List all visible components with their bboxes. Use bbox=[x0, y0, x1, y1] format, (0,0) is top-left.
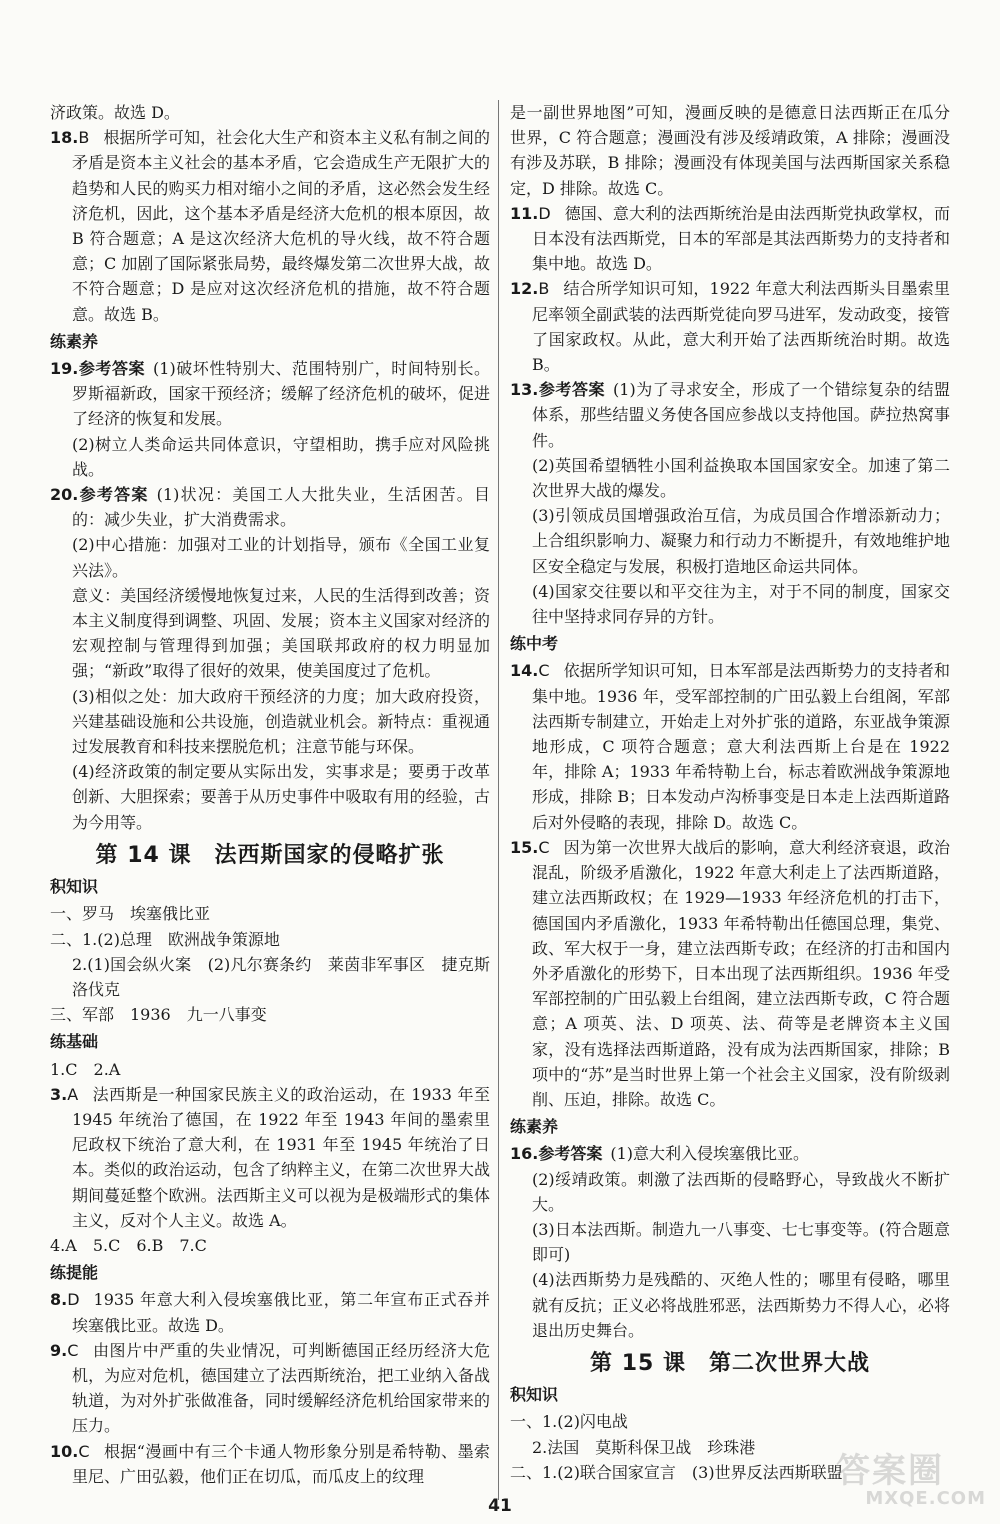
answer-subpart: 2.(1)国会纵火案 (2)凡尔赛条约 莱茵非军事区 捷克斯洛伐克 bbox=[72, 954, 490, 999]
answer-choice: C bbox=[67, 1340, 79, 1360]
answer-subpart: (2)树立人类命运共同体意识，守望相助，携手应对风险挑战。 bbox=[72, 434, 490, 479]
answer-text: (1)意大利入侵埃塞俄比亚。 bbox=[610, 1144, 810, 1164]
reference-answer-item bbox=[510, 1141, 950, 1166]
right-column bbox=[510, 100, 950, 1485]
answer-text: (1)破坏性特别大、范围特别广，时间特别长。罗斯福新政，国家干预经济；缓解了经济危机的破坏，促进了经济的恢复和发展。 bbox=[72, 359, 490, 429]
answer-line: 一、1.(2)闪电战 bbox=[510, 1412, 628, 1432]
question-number: 11. bbox=[510, 203, 539, 223]
answer-explanation: 根据“漫画中有三个卡通人物形象分别是希特勒、墨索里尼、广田弘毅，他们正在切瓜，而瓜皮上的纹理 bbox=[72, 1441, 490, 1486]
answer-line: 4.A 5.C 6.B 7.C bbox=[50, 1235, 207, 1255]
answer-item bbox=[50, 125, 490, 327]
answer-explanation: 由图片中严重的失业情况，可判断德国正经历经济大危机，为应对危机，德国建立了法西斯统治，把工业纳入备战轨道，为对外扩张做准备，同时缓解经济危机给国家带来的压力。 bbox=[72, 1340, 490, 1436]
answer-subpart: 2.法国 莫斯科保卫战 珍珠港 bbox=[532, 1437, 756, 1457]
answer-text: (1)为了寻求安全，形成了一个错综复杂的结盟体系，那些结盟义务使各国应参战以支持他国。萨拉热窝事件。 bbox=[532, 380, 950, 450]
answer-choice: B bbox=[538, 279, 550, 299]
answer-choice: C bbox=[538, 837, 550, 857]
answer-choice: C bbox=[78, 1441, 90, 1461]
question-number: 12. bbox=[510, 279, 539, 299]
question-number: 13. bbox=[510, 380, 539, 400]
question-number: 19. bbox=[50, 359, 79, 379]
answer-line: 二、1.(2)联合国家宣言 (3)世界反法西斯联盟 bbox=[510, 1462, 843, 1482]
answer-subpart: (4)国家交往要以和平交往为主，对于不同的制度，国家交往中坚持求同存异的方针。 bbox=[532, 581, 950, 627]
answer-choice: D bbox=[538, 203, 551, 223]
section-heading: 练中考 bbox=[510, 634, 559, 654]
answer-choice: C bbox=[538, 661, 550, 681]
answer-item bbox=[510, 201, 950, 277]
answer-line: 一、罗马 埃塞俄比亚 bbox=[50, 904, 211, 924]
reference-answer-label: 参考答案 bbox=[538, 1144, 603, 1164]
answer-item bbox=[510, 276, 950, 377]
answer-line: 1.C 2.A bbox=[50, 1059, 121, 1079]
answer-explanation: 德国、意大利的法西斯统治是由法西斯党执政掌权，而日本没有法西斯党，日本的军部是其法西斯势力的支持者和集中地。故选 D。 bbox=[532, 203, 950, 274]
answer-explanation: 因为第一次世界大战后的影响，意大利经济衰退，政治混乱，阶级矛盾激化，1922 年意大利走上了法西斯道路，建立法西斯政权；在 1929—1933 年经济危机的打击下，德国国内矛盾激化，1933 年希特勒出任德国总理，集党、政、军大权于一身，建立法西斯专政；在经济的打击和国内外矛盾激化的形势下，日本出现了法西斯组织。1936 年受军部控制的广田弘毅上台组阁，建立法西斯专政，C 符合题意；A 项英、法、D 项英、法、荷等是老牌资本主义国家，没有选择法西斯道路，没有成为法西斯国家，排除；B 项中的“苏”是当时世界上第一个社会主义国家，没有阶级剥削、压迫，排除。故选 C。 bbox=[532, 837, 950, 1109]
answer-text: (1)状况：美国工人大批失业，生活困苦。目的：减少失业，扩大消费需求。 bbox=[72, 485, 490, 530]
answer-subpart: (4)法西斯势力是残酷的、灭绝人性的；哪里有侵略，哪里就有反抗；正义必将战胜邪恶，法西斯势力不得人心，必将退出历史舞台。 bbox=[532, 1270, 950, 1340]
watermark-logo bbox=[836, 1451, 986, 1510]
section-heading: 练基础 bbox=[50, 1032, 99, 1052]
lesson-title: 第 14 课 法西斯国家的侵略扩张 bbox=[95, 842, 445, 868]
answer-choice: A bbox=[67, 1084, 79, 1104]
reference-answer-label: 参考答案 bbox=[78, 485, 149, 505]
question-number: 15. bbox=[510, 837, 539, 857]
answer-line: 二、1.(2)总理 欧洲战争策源地 bbox=[50, 929, 280, 949]
section-heading: 积知识 bbox=[510, 1385, 559, 1405]
answer-item bbox=[50, 1439, 490, 1489]
reference-answer-item bbox=[50, 482, 490, 532]
answer-explanation: 结合所学知识可知，1922 年意大利法西斯头目墨索里尼率领全副武装的法西斯党徒向罗马进军，发动政变，接管了国家政权。从此，意大利开始了法西斯统治时期。故选 B。 bbox=[532, 279, 950, 375]
question-number: 16. bbox=[510, 1144, 539, 1164]
question-number: 9. bbox=[50, 1340, 68, 1360]
watermark-url: MXQE.COM bbox=[865, 1488, 986, 1509]
question-number: 18. bbox=[50, 128, 79, 148]
answer-choice: D bbox=[67, 1290, 80, 1310]
answer-item bbox=[50, 1287, 490, 1337]
section-heading: 积知识 bbox=[50, 877, 99, 897]
answer-item bbox=[50, 1082, 490, 1233]
question-number: 8. bbox=[50, 1290, 68, 1310]
answer-subpart: (3)相似之处：加大政府干预经济的力度；加大政府投资，兴建基础设施和公共设施，创造就业机会。新特点：重视通过发展教育和科技来摆脱危机；注意节能与环保。 bbox=[72, 686, 490, 757]
question-number: 3. bbox=[50, 1084, 68, 1104]
section-heading: 练提能 bbox=[50, 1263, 99, 1283]
answer-subpart: 意义：美国经济缓慢地恢复过来，人民的生活得到改善；资本主义制度得到调整、巩固、发展；资本主义国家对经济的宏观控制与管理得到加强；美国联邦政府的权力明显加强；“新政”取得了很好的效果，使美国度过了危机。 bbox=[72, 585, 490, 681]
answer-choice: B bbox=[78, 128, 90, 148]
answer-subpart: (3)引领成员国增强政治互信，为成员国合作增添新动力；上合组织影响力、凝聚力和行动力不断提升，有效地维护地区安全稳定与发展，积极打造地区命运共同体。 bbox=[532, 506, 950, 576]
lesson-title: 第 15 课 第二次世界大战 bbox=[590, 1350, 870, 1376]
answer-explanation: 依据所学知识可知，日本军部是法西斯势力的支持者和集中地。1936 年，受军部控制的广田弘毅上台组阁，军部法西斯专制建立，开始走上对外扩张的道路，东亚战争策源地形成，C 项符合题意；意大利法西斯上台是在 1922 年，排除 A；1933 年希特勒上台，标志着欧洲战争策源地形成，排除 B；日本发动卢沟桥事变是日本走上法西斯道路后对外侵略的表现，排除 D。故选 C。 bbox=[532, 661, 950, 832]
answer-item bbox=[50, 1338, 490, 1439]
question-number: 20. bbox=[50, 485, 79, 505]
answer-explanation: 法西斯是一种国家民族主义的政治运动，在 1933 年至 1945 年统治了德国，在 1922 年至 1943 年间的墨索里尼政权下统治了意大利，在 1931 年至 1945 年统治了日本。类似的政治运动，包含了纳粹主义，在第二次世界大战期间蔓延整个欧洲。法西斯主义可以视为是极端形式的集体主义，反对个人主义。故选 A。 bbox=[72, 1084, 490, 1230]
reference-answer-label: 参考答案 bbox=[78, 359, 146, 379]
answer-subpart: (2)中心措施：加强对工业的计划指导，颁布《全国工业复兴法》。 bbox=[72, 535, 490, 580]
answer-explanation: 根据所学可知，社会化大生产和资本主义私有制之间的矛盾是资本主义社会的基本矛盾，它会造成生产无限扩大的趋势和人民的购买力相对缩小之间的矛盾，这必然会发生经济危机，因此，这个基本矛盾是经济大危机的根本原因，故 B 符合题意；A 是这次经济大危机的导火线，故不符合题意；C 加剧了国际紧张局势，最终爆发第二次世界大战，故不符合题意；D 是应对这次经济危机的措施，故不符合题意。故选 B。 bbox=[72, 128, 490, 324]
answer-line: 是一副世界地图”可知，漫画反映的是德意日法西斯正在瓜分世界，C 符合题意；漫画没有涉及绥靖政策，A 排除；漫画没有涉及苏联，B 排除；漫画没有体现美国与法西斯国家关系稳定，D 排除。故选 C。 bbox=[510, 103, 950, 198]
answer-item bbox=[510, 835, 950, 1112]
answer-subpart: (4)经济政策的制定要从实际出发，实事求是；要勇于改革创新、大胆探索；要善于从历史事件中吸取有用的经验，古为今用等。 bbox=[72, 762, 490, 832]
question-number: 10. bbox=[50, 1441, 79, 1461]
answer-subpart: (2)英国希望牺牲小国利益换取本国国家安全。加速了第二次世界大战的爆发。 bbox=[532, 455, 950, 501]
column-divider bbox=[498, 100, 499, 1500]
watermark-logo-text: 答案圈 bbox=[836, 1451, 944, 1491]
answer-line: 三、军部 1936 九一八事变 bbox=[50, 1005, 267, 1025]
reference-answer-label: 参考答案 bbox=[538, 380, 606, 400]
reference-answer-item bbox=[50, 356, 490, 432]
answer-explanation: 1935 年意大利入侵埃塞俄比亚，第二年宣布正式吞并埃塞俄比亚。故选 D。 bbox=[72, 1290, 490, 1335]
answer-subpart: (3)日本法西斯。制造九一八事变、七七事变等。(符合题意即可) bbox=[532, 1219, 950, 1265]
question-number: 14. bbox=[510, 661, 539, 681]
answer-item bbox=[510, 658, 950, 834]
section-heading: 练素养 bbox=[510, 1117, 559, 1137]
section-heading: 练素养 bbox=[50, 331, 99, 351]
left-column bbox=[50, 100, 490, 1489]
reference-answer-item bbox=[510, 377, 950, 453]
page-number: 41 bbox=[488, 1496, 512, 1516]
answer-subpart: (2)绥靖政策。刺激了法西斯的侵略野心，导致战火不断扩大。 bbox=[532, 1169, 950, 1214]
answer-line: 济政策。故选 D。 bbox=[50, 103, 180, 122]
